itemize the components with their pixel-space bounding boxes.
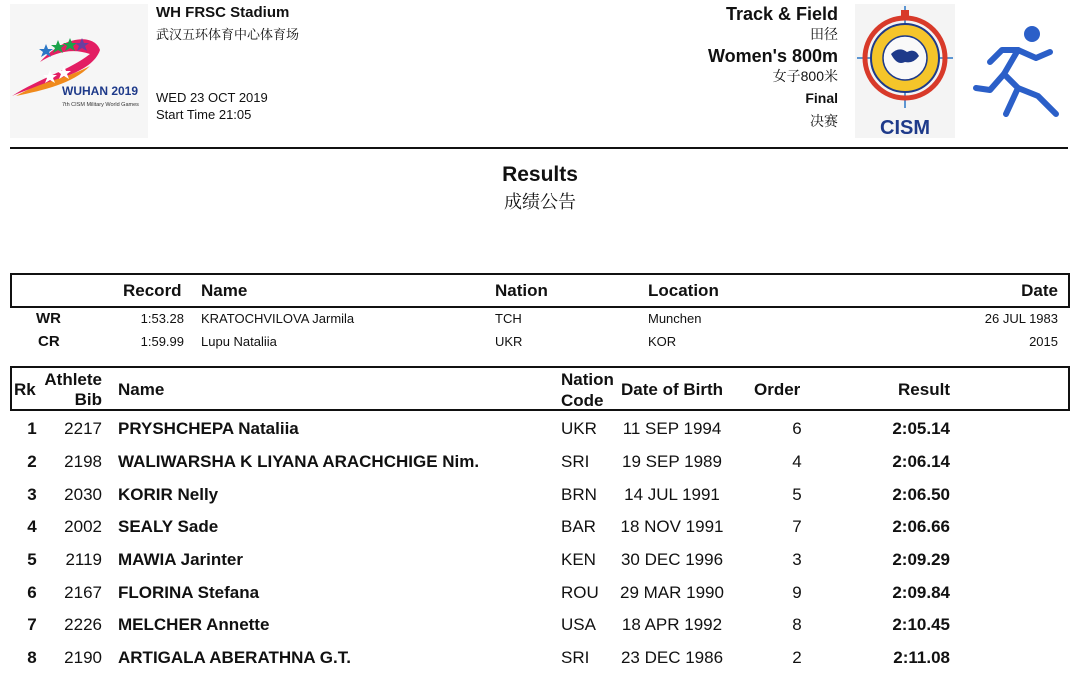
lane-order: 9 bbox=[792, 583, 802, 602]
record-code: WR bbox=[36, 310, 61, 327]
record-time: 1:59.99 bbox=[140, 334, 184, 349]
rank-column-header: Rk bbox=[14, 380, 36, 399]
bib: 2030 bbox=[64, 485, 102, 504]
result-row bbox=[0, 484, 1080, 517]
result-column-header: Result bbox=[898, 380, 950, 399]
date-of-birth: 14 JUL 1991 bbox=[624, 485, 720, 504]
rank: 8 bbox=[27, 648, 37, 667]
athlete-name: MELCHER Annette bbox=[118, 615, 270, 634]
result-row bbox=[0, 451, 1080, 484]
svg-text:CISM: CISM bbox=[880, 117, 930, 138]
bib: 2226 bbox=[64, 615, 102, 634]
record-date: 26 JUL 1983 bbox=[984, 311, 1058, 326]
rank: 7 bbox=[27, 615, 37, 634]
wuhan-2019-logo bbox=[10, 4, 148, 138]
event-title-cn: 女子800米 bbox=[772, 68, 838, 84]
result-time: 2:10.45 bbox=[892, 615, 950, 634]
athlete-name: WALIWARSHA K LIYANA ARACHCHIGE Nim. bbox=[118, 452, 480, 471]
result-row bbox=[0, 516, 1080, 549]
bib: 2198 bbox=[64, 452, 102, 471]
phase-title-cn: 决赛 bbox=[810, 113, 838, 129]
venue-name-cn: 武汉五环体育中心体育场 bbox=[156, 27, 300, 42]
rank: 3 bbox=[27, 485, 37, 504]
svg-text:7th CISM Military World Games: 7th CISM Military World Games bbox=[62, 102, 139, 108]
rank: 4 bbox=[27, 517, 37, 536]
lane-order: 4 bbox=[792, 452, 802, 471]
record-name-column-header: Name bbox=[201, 281, 248, 300]
athlete-name: MAWIA Jarinter bbox=[118, 550, 244, 569]
result-time: 2:09.29 bbox=[892, 550, 950, 569]
sport-title-cn: 田径 bbox=[810, 26, 838, 42]
phase-title: Final bbox=[805, 90, 838, 106]
lane-order: 8 bbox=[792, 615, 802, 634]
record-location: KOR bbox=[648, 334, 677, 349]
dob-column-header: Date of Birth bbox=[621, 380, 723, 399]
cism-logo bbox=[855, 4, 955, 138]
svg-text:WUHAN 2019: WUHAN 2019 bbox=[62, 84, 139, 98]
result-time: 2:06.14 bbox=[892, 452, 950, 471]
nation-code: BRN bbox=[561, 485, 597, 504]
record-nation-column-header: Nation bbox=[495, 281, 548, 300]
nation-column-header: Nation bbox=[561, 370, 614, 389]
record-location: Munchen bbox=[648, 311, 702, 326]
lane-order: 2 bbox=[792, 648, 802, 667]
bib: 2190 bbox=[64, 648, 102, 667]
venue-name: WH FRSC Stadium bbox=[156, 4, 290, 21]
date-of-birth: 18 NOV 1991 bbox=[620, 517, 724, 536]
date-of-birth: 11 SEP 1994 bbox=[622, 419, 722, 438]
record-time: 1:53.28 bbox=[140, 311, 184, 326]
record-nation: UKR bbox=[495, 334, 523, 349]
running-pictogram-icon bbox=[968, 22, 1066, 122]
record-date: 2015 bbox=[1029, 334, 1058, 349]
date-of-birth: 23 DEC 1986 bbox=[620, 648, 724, 667]
athlete-name: ARTIGALA ABERATHNA G.T. bbox=[118, 648, 351, 667]
record-holder-name: Lupu Nataliia bbox=[201, 334, 277, 349]
sport-title: Track & Field bbox=[725, 4, 838, 24]
nation-code: USA bbox=[561, 615, 596, 634]
result-time: 2:05.14 bbox=[892, 419, 950, 438]
bib: 2167 bbox=[64, 583, 102, 602]
lane-order: 6 bbox=[792, 419, 802, 438]
record-column-header: Record bbox=[123, 281, 182, 300]
event-title: Women's 800m bbox=[708, 46, 838, 66]
rank: 1 bbox=[27, 419, 37, 438]
order-column-header: Order bbox=[754, 380, 801, 399]
start-time: Start Time 21:05 bbox=[156, 107, 252, 122]
page-title-cn: 成绩公告 bbox=[504, 192, 576, 212]
rank: 6 bbox=[27, 583, 37, 602]
rank: 2 bbox=[27, 452, 37, 471]
header-divider bbox=[10, 147, 1068, 149]
result-time: 2:09.84 bbox=[892, 583, 950, 602]
event-date: WED 23 OCT 2019 bbox=[156, 90, 268, 105]
page-title: Results bbox=[502, 163, 578, 186]
lane-order: 5 bbox=[792, 485, 802, 504]
bib: 2217 bbox=[64, 419, 102, 438]
athlete-column-header: Athlete bbox=[44, 370, 102, 389]
lane-order: 7 bbox=[792, 517, 802, 536]
bib: 2119 bbox=[65, 550, 102, 569]
nation-code: SRI bbox=[561, 452, 590, 471]
result-time: 2:11.08 bbox=[893, 648, 950, 667]
result-row bbox=[0, 418, 1080, 451]
date-of-birth: 29 MAR 1990 bbox=[620, 583, 724, 602]
lane-order: 3 bbox=[792, 550, 802, 569]
record-nation: TCH bbox=[495, 311, 522, 326]
athlete-name: PRYSHCHEPA Nataliia bbox=[118, 419, 299, 438]
date-of-birth: 19 SEP 1989 bbox=[622, 452, 722, 471]
result-time: 2:06.50 bbox=[892, 485, 950, 504]
nation-code: UKR bbox=[561, 419, 597, 438]
nation-code: KEN bbox=[561, 550, 596, 569]
bib: 2002 bbox=[64, 517, 102, 536]
record-holder-name: KRATOCHVILOVA Jarmila bbox=[201, 311, 355, 326]
nation-code: SRI bbox=[561, 648, 590, 667]
result-row bbox=[0, 549, 1080, 582]
athlete-name: SEALY Sade bbox=[118, 517, 219, 536]
nation-code: BAR bbox=[561, 517, 596, 536]
record-location-column-header: Location bbox=[648, 281, 719, 300]
record-date-column-header: Date bbox=[1021, 281, 1058, 300]
result-row bbox=[0, 647, 1080, 673]
bib-column-header: Bib bbox=[74, 390, 102, 409]
nation-code: ROU bbox=[561, 583, 599, 602]
date-of-birth: 30 DEC 1996 bbox=[620, 550, 724, 569]
date-of-birth: 18 APR 1992 bbox=[621, 615, 723, 634]
code-column-header: Code bbox=[561, 391, 604, 410]
result-time: 2:06.66 bbox=[892, 517, 950, 536]
athlete-name: KORIR Nelly bbox=[118, 485, 219, 504]
rank: 5 bbox=[27, 550, 37, 569]
athlete-name: FLORINA Stefana bbox=[118, 583, 260, 602]
result-row bbox=[0, 582, 1080, 615]
result-row bbox=[0, 614, 1080, 647]
record-code: CR bbox=[38, 333, 60, 350]
name-column-header: Name bbox=[118, 380, 165, 399]
